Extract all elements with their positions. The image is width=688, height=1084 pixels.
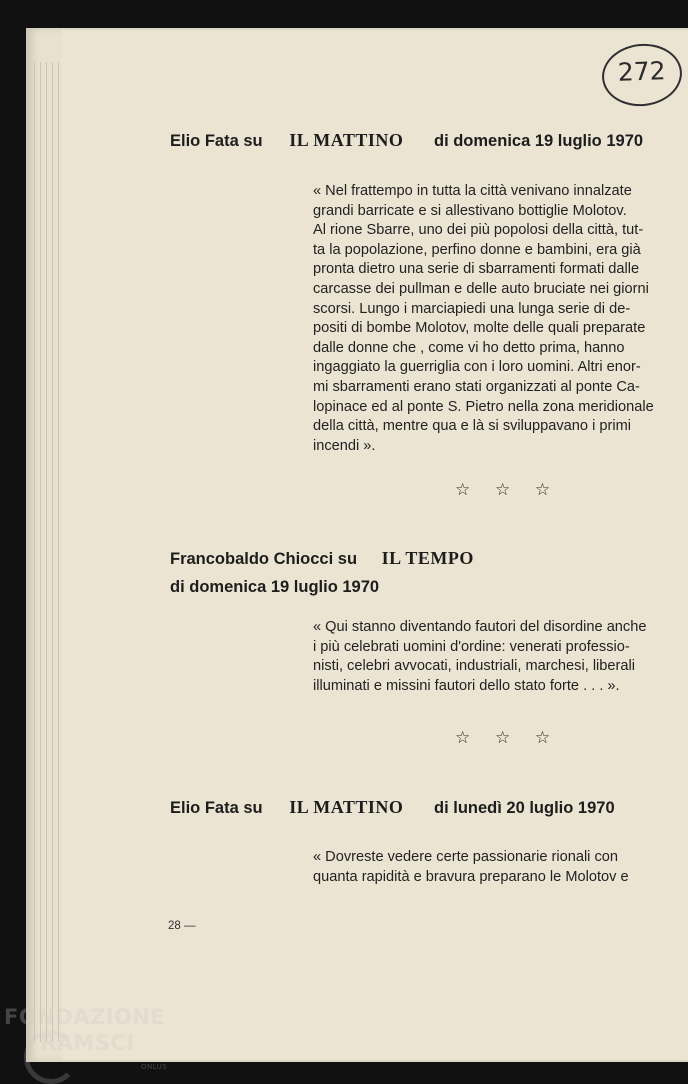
page-edge [40, 62, 41, 1042]
quote-line: quanta rapidità e bravura preparano le Molotov e [313, 868, 629, 885]
quote-line: mi sbarramenti erano stati organizzati al ponte Ca- [313, 378, 640, 395]
article-date: di domenica 19 luglio 1970 [170, 578, 380, 596]
author-name: Elio Fata su [170, 799, 263, 817]
page-edge [58, 62, 59, 1042]
star-separator: ☆ ☆ ☆ [455, 728, 561, 747]
quote-line: « Nel frattempo in tutta la città venivano innalzate [313, 183, 632, 199]
quote-line: carcasse dei pullman e delle auto bruciate nei giorni [313, 280, 649, 297]
quote-line: pronta dietro una serie di sbarramenti formati dalle [313, 261, 640, 278]
quote-line: incendi ». [313, 437, 376, 454]
article-date: di lunedì 20 luglio 1970 [433, 799, 615, 817]
quote-line: ingaggiato la guerriglia con i loro uomini. Altri enor- [313, 359, 641, 376]
watermark-small: ONLUS [141, 1063, 168, 1071]
newspaper-name: IL MATTINO [289, 130, 404, 150]
author-name: Francobaldo Chiocci su [170, 550, 358, 568]
article-date: di domenica 19 luglio 1970 [433, 132, 644, 150]
section-1-heading [170, 130, 643, 151]
newspaper-name: IL TEMPO [381, 548, 474, 568]
section-3-heading [170, 797, 615, 818]
quote-line: illuminati e missini fautori dello stato forte . . . ». [313, 677, 620, 694]
quote-line: « Qui stanno diventando fautori del disordine anche [313, 619, 647, 635]
watermark [4, 1004, 184, 1071]
page-edge [46, 62, 47, 1042]
quote-line: lopinace ed al ponte S. Pietro nella zona meridionale [313, 398, 654, 415]
page-edge [34, 62, 35, 1042]
quote-line: grandi barricate e si allestivano bottiglie Molotov. [313, 202, 627, 219]
quote-line: scorsi. Lungo i marciapiedi una lunga serie di de- [313, 300, 631, 317]
section-3-quote [313, 848, 681, 887]
quote-line: « Dovreste vedere certe passionarie rionali con [313, 849, 619, 865]
section-1-quote [313, 182, 681, 456]
quote-line: Al rione Sbarre, uno dei più popolosi della città, tut- [313, 222, 644, 239]
page-edge [52, 62, 53, 1042]
quote-line: nisti, celebri avvocati, industriali, marchesi, liberali [313, 658, 635, 675]
quote-line: positi di bombe Molotov, molte delle quali preparate [313, 320, 646, 337]
watermark-line2: RAMSCI [40, 1031, 135, 1055]
folio-page-number: 28 — [168, 920, 196, 932]
author-name: Elio Fata su [170, 132, 263, 150]
handwritten-page-number-text: 272 [617, 56, 666, 87]
section-2-heading [170, 548, 474, 569]
quote-line: ta la popolazione, perfino donne e bambini, era già [313, 241, 641, 258]
watermark-line1: FONDAZIONE [4, 1005, 166, 1029]
quote-line: della città, mentre qua e là si sviluppavano i primi [313, 418, 631, 435]
quote-line: dalle donne che , come vi ho detto prima, hanno [313, 339, 625, 356]
section-2-quote [313, 618, 681, 696]
quote-line: i più celebrati uomini d'ordine: venerati professio- [313, 638, 630, 655]
newspaper-name: IL MATTINO [289, 797, 404, 817]
star-separator: ☆ ☆ ☆ [455, 480, 561, 499]
